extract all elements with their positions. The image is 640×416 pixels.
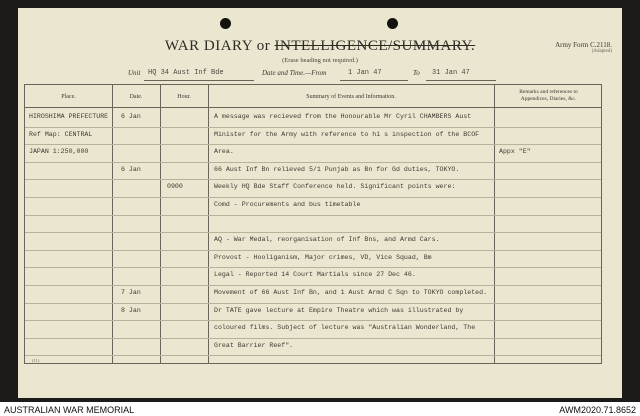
- cell-date: 8 Jan: [121, 306, 141, 314]
- unit-label: Unit: [128, 69, 141, 77]
- row-rule: [25, 179, 601, 180]
- cell-summary: A message was recieved from the Honourable Mr Cyril CHAMBERS Aust: [214, 113, 472, 120]
- page-subtitle: (Erase heading not required.): [282, 57, 358, 64]
- title-or: or: [256, 38, 271, 54]
- unit-underline: [144, 80, 254, 81]
- row-rule: [25, 197, 601, 198]
- unit-value: HQ 34 Aust Inf Bde: [148, 69, 224, 77]
- col-header-remarks-line1: Remarks and references to: [519, 89, 578, 95]
- row-rule: [25, 250, 601, 251]
- row-rule: [25, 338, 601, 339]
- row-rule: [25, 144, 601, 145]
- cell-summary: Great Barrier Reef".: [214, 341, 294, 349]
- cell-summary: Legal - Reported 14 Court Martials since 27 Dec 46.: [214, 271, 416, 279]
- from-underline: [340, 80, 408, 81]
- form-subreference: (Adapted): [591, 49, 612, 54]
- cell-summary: Dr TATE gave lecture at Empire Theatre which was illustrated by: [214, 306, 464, 314]
- col-header-place: Place.: [61, 94, 76, 100]
- cell-summary: AQ - War Medal, reorganisation of Inf Bns, and Armd Cars.: [214, 236, 440, 244]
- header-meta: [18, 69, 622, 83]
- row-rule: [25, 320, 601, 321]
- archive-accession-number: AWM2020.71.8652: [559, 405, 636, 415]
- archive-credit: AUSTRALIAN WAR MEMORIAL: [4, 405, 135, 415]
- cell-summary: Provost - Hooliganism, Major crimes, VD, Vice Squad, Bm: [214, 253, 432, 261]
- cell-place: Ref Map: CENTRAL: [29, 130, 93, 138]
- title-intelligence: INTELLIGENCE: [274, 38, 388, 54]
- cell-remarks: Appx "E": [499, 148, 531, 156]
- to-label: To: [413, 69, 420, 77]
- row-rule: [25, 127, 601, 128]
- col-header-date: Date.: [129, 94, 143, 100]
- cell-summary: Movement of 66 Aust Inf Bn, and 1 Aust Armd C Sqn to TOKYO completed.: [214, 289, 488, 296]
- form-reference: Army Form C.2118.: [555, 41, 612, 49]
- print-footnote: (11): [32, 358, 40, 363]
- cell-summary: Comd - Procurements and bus timetable: [214, 201, 361, 208]
- cell-date: 7 Jan: [121, 289, 141, 296]
- to-underline: [426, 80, 496, 81]
- row-rule: [25, 355, 601, 356]
- row-rule: [25, 232, 601, 233]
- cell-summary: Area.: [214, 148, 234, 156]
- cell-hour: 0900: [167, 183, 183, 191]
- punch-hole-right: [387, 18, 398, 29]
- cell-place: JAPAN 1:250,000: [29, 148, 89, 156]
- diary-table: [24, 84, 602, 364]
- col-header-remarks-line2: Appendices, Diaries, &c.: [520, 96, 577, 102]
- row-rule: [25, 267, 601, 268]
- cell-summary: Minister for the Army with reference to hi s inspection of the BCOF: [214, 130, 480, 138]
- cell-place: HIROSHIMA PREFECTURE: [29, 113, 109, 120]
- cell-summary: Weekly HQ Bde Staff Conference held. Significant points were:: [214, 183, 456, 191]
- row-rule: [25, 215, 601, 216]
- col-header-summary: Summary of Events and Information.: [306, 94, 396, 100]
- title-war-diary: WAR DIARY: [164, 38, 253, 54]
- row-rule: [25, 303, 601, 304]
- date-from: 1 Jan 47: [348, 69, 382, 77]
- date-label: Date and Time.—From: [262, 69, 327, 77]
- war-diary-page: [18, 8, 622, 398]
- row-rule: [25, 162, 601, 163]
- cell-summary: coloured films. Subject of lecture was "Australian Wonderland, The: [214, 324, 476, 332]
- title-summary: SUMMARY.: [392, 38, 476, 54]
- cell-date: 6 Jan: [121, 165, 141, 173]
- date-to: 31 Jan 47: [432, 69, 470, 77]
- header-divider: [25, 107, 601, 108]
- cell-date: 6 Jan: [121, 113, 141, 120]
- row-rule: [25, 285, 601, 286]
- cell-summary: 66 Aust Inf Bn relieved 5/1 Punjab as Bn for Gd duties, TOKYO.: [214, 165, 460, 173]
- col-header-remarks: [494, 89, 603, 103]
- page-title: WAR DIARY or INTELLIGENCE/SUMMARY.: [164, 38, 476, 54]
- punch-hole-left: [220, 18, 231, 29]
- col-header-hour: Hour.: [177, 94, 191, 100]
